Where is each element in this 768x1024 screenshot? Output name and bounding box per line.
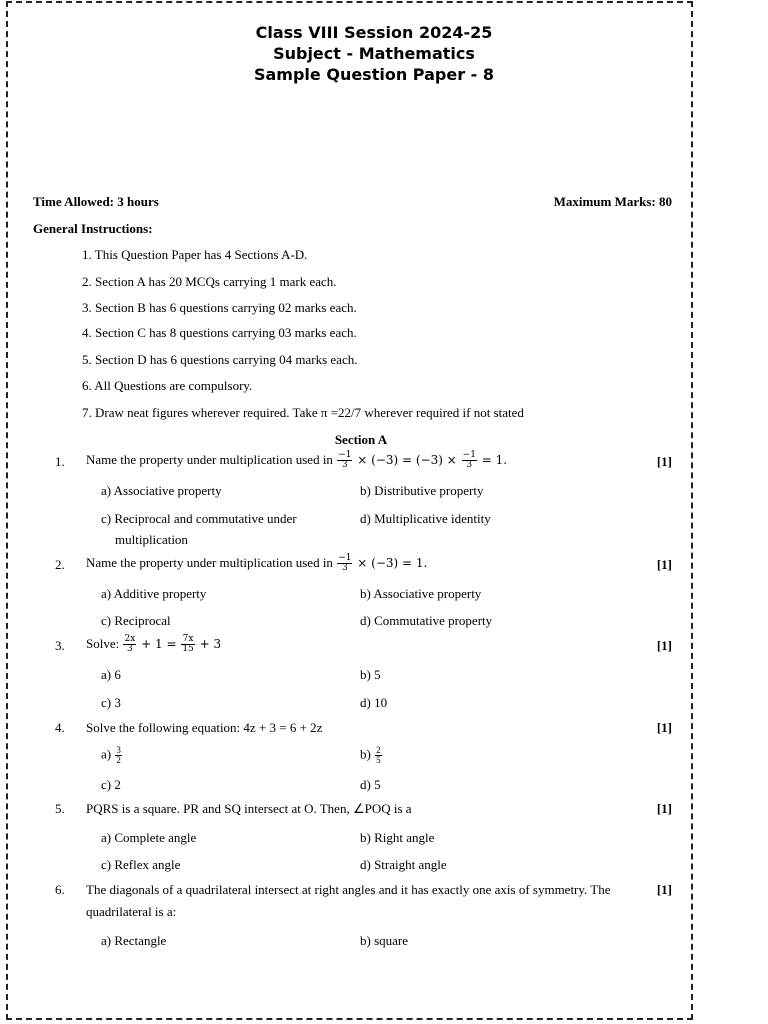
option-c: c) Reciprocal and commutative under xyxy=(101,511,297,526)
math-expression: + 3 xyxy=(199,637,222,651)
option-c: c) Reflex angle xyxy=(101,857,181,872)
question-number: 5. xyxy=(55,801,65,816)
option-a: a) Additive property xyxy=(101,586,207,601)
fraction-denominator: 3 xyxy=(341,563,348,573)
header-subject: Subject - Mathematics xyxy=(273,44,475,63)
fraction-numerator: 2 xyxy=(376,745,381,755)
option-c: c) 3 xyxy=(101,695,121,710)
option-c-continued: multiplication xyxy=(115,532,188,547)
fraction xyxy=(462,451,477,470)
question-number: 1. xyxy=(55,454,65,469)
question-marks: [1] xyxy=(656,882,672,897)
instruction-item: 5. Section D has 6 questions carrying 04 marks each. xyxy=(82,352,358,367)
instruction-item: 3. Section B has 6 questions carrying 02 marks each. xyxy=(82,300,357,315)
option-b: b) Distributive property xyxy=(360,483,484,498)
math-expression: × (−3) = 1. xyxy=(357,556,428,570)
question-prefix: Name the property under multiplication used in xyxy=(86,452,333,467)
option-d: d) Commutative property xyxy=(360,613,493,628)
option-a: a) Associative property xyxy=(101,483,222,498)
question-number: 2. xyxy=(55,557,65,572)
instruction-item: 4. Section C has 8 questions carrying 03 marks each. xyxy=(82,325,357,340)
option-d: d) 5 xyxy=(360,777,381,792)
question-prefix: Name the property under multiplication used in xyxy=(86,555,333,570)
option-b: b) Right angle xyxy=(360,830,435,845)
math-expression: + 1 = xyxy=(141,637,177,651)
option-d: d) Multiplicative identity xyxy=(360,511,491,526)
header-class-session: Class VIII Session 2024-25 xyxy=(255,23,493,42)
fraction xyxy=(375,746,382,765)
instruction-item: 2. Section A has 20 MCQs carrying 1 mark each. xyxy=(82,274,337,289)
option-c: c) Reciprocal xyxy=(101,613,171,628)
fraction-denominator: 3 xyxy=(127,644,133,654)
fraction-numerator: 3 xyxy=(116,745,121,755)
question-text xyxy=(86,635,221,654)
option-label: a) xyxy=(101,746,112,762)
question-text xyxy=(86,451,507,470)
question-text: Solve the following equation: 4z + 3 = 6 + 2z xyxy=(86,720,323,735)
option-d: d) Straight angle xyxy=(360,857,447,872)
question-text xyxy=(86,554,427,573)
instruction-item: 6. All Questions are compulsory. xyxy=(82,378,253,393)
fraction xyxy=(115,746,122,765)
question-number: 4. xyxy=(55,720,65,735)
question-number: 6. xyxy=(55,882,65,897)
question-number: 3. xyxy=(55,638,65,653)
question-math xyxy=(336,450,508,470)
question-marks: [1] xyxy=(656,557,672,572)
fraction-denominator: 15 xyxy=(182,644,194,654)
question-math xyxy=(122,634,222,654)
question-marks: [1] xyxy=(656,801,672,816)
option-d: d) 10 xyxy=(360,695,388,710)
option-b: b) square xyxy=(360,933,409,948)
question-text: PQRS is a square. PR and SQ intersect at O. Then, ∠POQ is a xyxy=(86,801,412,816)
math-expression: × (−3) = (−3) × xyxy=(357,453,457,467)
paper-header xyxy=(0,22,748,85)
question-marks: [1] xyxy=(656,720,672,735)
option-a: a) Rectangle xyxy=(101,933,167,948)
instruction-item: 1. This Question Paper has 4 Sections A-D. xyxy=(82,247,308,262)
fraction-numerator: −1 xyxy=(462,450,476,460)
question-text: The diagonals of a quadrilateral intersect at right angles and it has exactly one axis of symmetry. The xyxy=(86,882,611,897)
fraction-numerator: −1 xyxy=(338,450,352,460)
fraction-denominator: 3 xyxy=(466,460,473,470)
section-title: Section A xyxy=(334,432,388,447)
header-paper-title: Sample Question Paper - 8 xyxy=(253,65,494,84)
fraction-numerator: 2x xyxy=(124,634,136,644)
question-marks: [1] xyxy=(656,638,672,653)
math-expression: = 1. xyxy=(481,453,508,467)
time-allowed: Time Allowed: 3 hours xyxy=(33,194,159,209)
fraction xyxy=(337,554,352,573)
fraction-denominator: 5 xyxy=(376,755,381,765)
question-text-continued: quadrilateral is a: xyxy=(86,904,177,919)
fraction xyxy=(123,635,136,654)
fraction xyxy=(181,635,194,654)
option-a xyxy=(101,746,123,765)
fraction-denominator: 2 xyxy=(116,755,121,765)
fraction xyxy=(337,451,352,470)
general-instructions-heading: General Instructions: xyxy=(33,221,153,236)
instruction-item: 7. Draw neat figures wherever required. Take π =22/7 wherever required if not stated xyxy=(82,405,524,420)
question-math xyxy=(336,553,428,573)
option-a: a) 6 xyxy=(101,667,121,682)
option-b: b) Associative property xyxy=(360,586,482,601)
option-b: b) 5 xyxy=(360,667,381,682)
question-marks: [1] xyxy=(656,454,672,469)
fraction-denominator: 3 xyxy=(341,460,348,470)
question-prefix: Solve: xyxy=(86,636,120,651)
option-b xyxy=(360,746,383,765)
maximum-marks: Maximum Marks: 80 xyxy=(553,194,672,209)
option-label: b) xyxy=(360,746,371,762)
option-a: a) Complete angle xyxy=(101,830,197,845)
fraction-numerator: −1 xyxy=(338,553,352,563)
fraction-numerator: 7x xyxy=(182,634,194,644)
option-c: c) 2 xyxy=(101,777,121,792)
